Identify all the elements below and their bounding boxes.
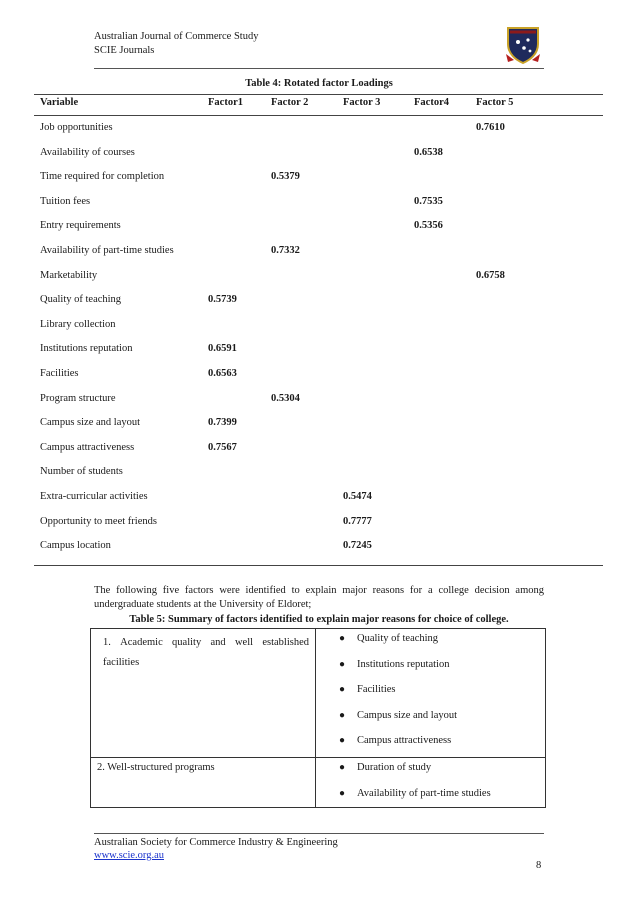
table-row <box>0 290 638 315</box>
table-cell-loading: 0.7332 <box>271 245 300 256</box>
table-row <box>0 487 638 512</box>
body-paragraph: The following five factors were identified to explain major reasons for a college decision among undergraduate students at the University of Eldoret; <box>94 585 544 610</box>
table4-col-factor2: Factor 2 <box>271 97 309 108</box>
table-row <box>0 462 638 487</box>
table-cell-loading: 0.7399 <box>208 417 237 429</box>
list-item-text: Facilities <box>357 684 396 695</box>
table-row <box>0 389 638 414</box>
table-cell-loading: 0.5304 <box>271 392 300 404</box>
page-footer <box>94 836 338 862</box>
table-cell-variable: Campus location <box>40 540 111 552</box>
table-cell-variable: Time required for completion <box>40 171 165 183</box>
word: quality <box>172 637 202 648</box>
table-cell-variable: Tuition fees <box>40 195 91 207</box>
table5-row1-label <box>103 633 309 673</box>
table4-bottom-rule <box>34 565 603 566</box>
table-cell-loading: 0.5474 <box>343 491 372 502</box>
table-cell-variable: Program structure <box>40 392 116 404</box>
table-cell-variable: Opportunity to meet friends <box>40 515 157 527</box>
table5-row2-label: 2. Well-structured programs <box>97 762 215 773</box>
list-item <box>337 684 457 710</box>
table-cell-loading: 0.7535 <box>414 195 443 207</box>
table-cell-variable: Library collection <box>40 318 116 330</box>
table-row <box>0 167 638 192</box>
footer-divider <box>94 833 544 834</box>
table-row <box>0 118 638 143</box>
table-cell-loading: 0.5739 <box>208 294 237 306</box>
list-item-text: Quality of teaching <box>357 633 439 644</box>
table5-row1-bullets <box>337 633 457 761</box>
table-row <box>0 339 638 364</box>
table-cell-variable: Campus size and layout <box>40 417 141 429</box>
table4-col-factor3: Factor 3 <box>343 97 381 108</box>
table5-row1-label-line1 <box>103 633 309 653</box>
page-number: 8 <box>536 860 542 871</box>
table4-caption: Table 4: Rotated factor Loadings <box>245 78 393 89</box>
table-row <box>0 438 638 463</box>
journal-subtitle: SCIE Journals <box>94 45 155 56</box>
footer-society: Australian Society for Commerce Industry & Engineering <box>94 837 338 848</box>
bullet-icon: ● <box>339 709 346 721</box>
list-item-text: Campus attractiveness <box>357 735 452 746</box>
header-divider <box>94 68 544 69</box>
list-item-text: Availability of part-time studies <box>357 787 491 799</box>
table-cell-loading: 0.6538 <box>414 146 443 158</box>
table-row <box>0 192 638 217</box>
table-cell-loading: 0.6563 <box>208 368 237 379</box>
table-row <box>0 216 638 241</box>
page-header <box>94 30 544 58</box>
list-item-text: Campus size and layout <box>357 709 458 721</box>
word: Academic <box>120 637 163 648</box>
list-item <box>337 735 457 761</box>
scie-logo-icon <box>504 24 542 64</box>
table-row <box>0 315 638 340</box>
list-item <box>337 788 491 814</box>
table4-header-row <box>0 97 638 111</box>
table-cell-loading: 0.7777 <box>343 515 372 527</box>
table-cell-loading: 0.7610 <box>476 122 505 133</box>
bullet-icon: ● <box>339 762 346 773</box>
list-item <box>337 633 457 659</box>
table-cell-variable: Number of students <box>40 466 123 478</box>
table4-col-factor4: Factor4 <box>414 97 449 108</box>
table5-column-divider <box>315 629 316 807</box>
table-cell-variable: Facilities <box>40 368 79 379</box>
table-cell-loading: 0.7567 <box>208 441 237 453</box>
word: and <box>210 637 226 648</box>
bullet-icon: ● <box>339 735 346 746</box>
table-cell-variable: Availability of courses <box>40 146 135 158</box>
table-cell-loading: 0.5379 <box>271 171 300 183</box>
word: well <box>234 637 254 648</box>
word: established <box>262 637 309 648</box>
table5-caption: Table 5: Summary of factors identified to explain major reasons for choice of college. <box>129 614 509 625</box>
table-cell-variable: Job opportunities <box>40 122 113 133</box>
table-row <box>0 241 638 266</box>
table-cell-variable: Institutions reputation <box>40 343 133 355</box>
table-row <box>0 364 638 389</box>
list-item <box>337 659 457 685</box>
table-row <box>0 536 638 561</box>
bullet-icon: ● <box>339 684 346 695</box>
table5-row-programs <box>91 758 545 807</box>
table-cell-loading: 0.7245 <box>343 540 372 552</box>
table5-row1-label-line2: facilities <box>103 657 140 668</box>
table-row <box>0 413 638 438</box>
bullet-icon: ● <box>339 633 346 644</box>
table-cell-loading: 0.6591 <box>208 343 237 355</box>
table-cell-variable: Entry requirements <box>40 220 121 232</box>
table5 <box>90 628 546 808</box>
table5-row-academic <box>91 629 545 758</box>
table4-col-factor1: Factor1 <box>208 97 243 108</box>
list-item <box>337 710 457 736</box>
table-cell-variable: Extra-curricular activities <box>40 491 148 502</box>
journal-name: Australian Journal of Commerce Study <box>94 31 259 42</box>
table4-top-rule <box>34 94 603 95</box>
table-row <box>0 512 638 537</box>
table-cell-loading: 0.6758 <box>476 269 505 281</box>
table-row <box>0 143 638 168</box>
word: 1. <box>103 637 111 648</box>
footer-url-link[interactable]: www.scie.org.au <box>94 850 164 861</box>
table4-header-rule <box>34 115 603 116</box>
table-cell-loading: 0.5356 <box>414 220 443 232</box>
bullet-icon: ● <box>339 658 346 670</box>
table5-row2-bullets <box>337 762 491 813</box>
table4-col-factor5: Factor 5 <box>476 97 514 108</box>
table4-col-variable: Variable <box>40 97 79 108</box>
table-row <box>0 266 638 291</box>
bullet-icon: ● <box>339 787 346 799</box>
table-cell-variable: Availability of part-time studies <box>40 245 174 256</box>
table-cell-variable: Campus attractiveness <box>40 441 135 453</box>
table-cell-variable: Marketability <box>40 269 98 281</box>
list-item <box>337 762 491 788</box>
list-item-text: Institutions reputation <box>357 658 450 670</box>
list-item-text: Duration of study <box>357 762 432 773</box>
table-cell-variable: Quality of teaching <box>40 294 122 306</box>
